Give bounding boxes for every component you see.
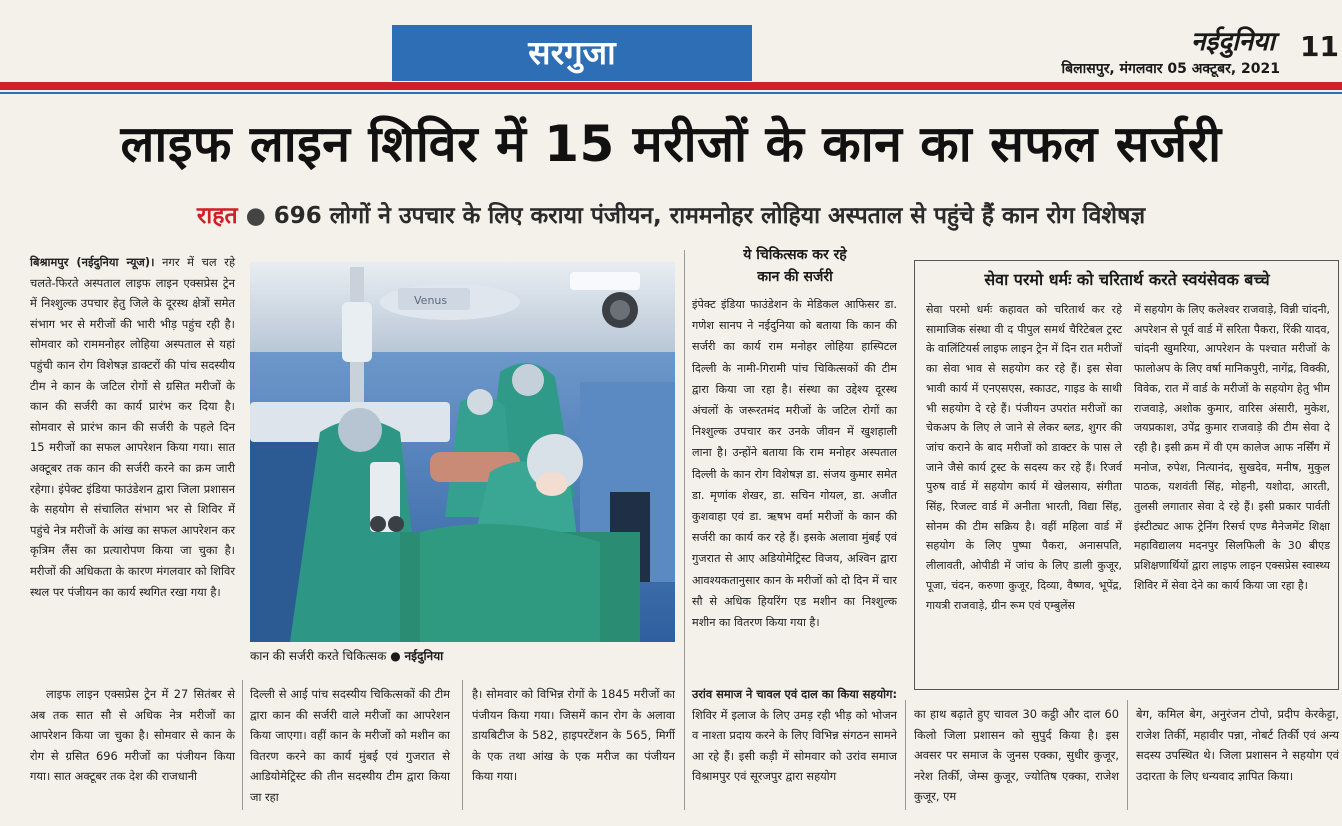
sidebar-title-line2: कान की सर्जरी: [757, 269, 833, 285]
caption-bullet: ●: [390, 649, 401, 663]
oraon-column-a: [692, 684, 897, 787]
article-body-1: नगर में चल रहे चलते-फिरते अस्पताल लाइफ लाइन एक्सप्रेस ट्रेन में निश्शुल्क उपचार हेतु जिले के दूरस्थ क्षेत्रों समेत संभाग भर से मरीजों की भारी भीड़ पहुंच रही है। सोमवार को राममनोहर लोहिया अस्पताल से यहां पहुंची कान रोग विशेषज्ञ डाक्टरों की पांच सदस्यीय टीम ने कान के जटिल रोगों से ग्रसित मरीजों के कान की सर्जरी का कार्य प्रारंभ कर दिया है। सोमवार से प्रारंभ कान की सर्जरी के पहले दिन 15 मरीजों का सफल आपरेशन किया गया। सात अक्टूबर तक कान की सर्जरी करने का क्रम जारी रहेगा। इंपेक्ट इंडिया फाउंडेशन द्वारा जिला प्रशासन के सहयोग से संचालित संभाग भर से शिविर में पहुंचे नेत्र मरीजों के आंख का सफल आपरेशन कर कृत्रिम लैंस का प्रत्यारोपण किया जा चुका है। मरीजों की अधिकता के कारण मंगलवार को शिविर स्थल पर पंजीयन का कार्य स्थगित रखा गया है।: [30, 255, 236, 599]
photo-caption: [250, 645, 675, 667]
lamp-brand-label: Venus: [414, 294, 448, 307]
volunteer-column-right: में सहयोग के लिए कलेश्वर राजवाड़े, विन्नी चांदनी, अपरेशन से पूर्व वार्ड में सरिता पैकरा, रिंकी यादव, चांदनी खुमरिया, आपरेशन के पश्चात मरीजों के फालोअप के लिए वर्षा मानिकपुरी, नागेंद्र, विक्की, विवेक, रात में वार्ड के मरीजों के सहयोग हेतु भीम राजवाड़े, अशोक कुमार, वारिस अंसारी, मुकेश, जयप्रकाश, उपेंद्र कुमार राजवाड़े की टीम सेवा दे रही है। इसी क्रम में वी एम कालेज आफ नर्सिंग में मनोज, रुपेश, नित्यानंद, सुखदेव, मनीष, मुकुल पाठक, यशवंती सिंह, मोहनी, यशोदा, आरती, तुलसी लगातार सेवा दे रहे हैं। इसी प्रकार पार्वती इंस्टीट्यट आफ ट्रेनिंग रिसर्च एण्ड मैनेजमेंट शिक्षा महाविद्यालय मदनपुर सिलफिली के 30 बीएड प्रशिक्षणार्थियों द्वारा लाइफ लाइन एक्सप्रेस स्वास्थ्य शिविर में सेवा देने का कार्य किया जा रहा है।: [1134, 303, 1330, 592]
sidebar-title-line1: ये चिकित्सक कर रहे: [743, 247, 847, 263]
volunteer-column-left: सेवा परमो धर्मः कहावत को चरितार्थ कर रहे सामाजिक संस्था वी द पीपुल समर्थ चैरिटेबल ट्रस्ट के वालिंटियर्स लाइफ लाइन ट्रेन में दिन रात मरीजों का सेवा भाव से सहयोग कर रहे हैं। इस सेवा भावी कार्य में एनएसएस, स्काउट, गाइड के साथी भी सहयोग दे रहे हैं। पंजीयन उपरांत मरीजों का चेकअप के लिए ले जाने से लेकर ब्लड, शुगर की जांच कराने के बाद मरीजों को डाक्टर के पास ले जाने जैसे कार्य ट्रस्ट के सदस्य कर रहे हैं। रिजर्व पुरुष वार्ड में सहयोग कार्य में खेलसाय, संगीता सिंह, रिजल्ट वार्ड में अनीता भारती, विद्या सिंह, सोनम की टीम सक्रिय है। वहीं महिला वार्ड में सहयोग के लिए पुष्पा पैकरा, अनासपति, लीलावती, ओपीडी में जांच के लिए डाली कुजूर, पूजा, चंदन, करुणा कुजूर, दिव्या, वैष्णव, भूपेंद्र, गायत्री राजवाड़े, ग्रीन रूम एवं एम्बुलेंस: [926, 303, 1122, 612]
caption-text: कान की सर्जरी करते चिकित्सक: [250, 649, 387, 663]
article-column-3: है। सोमवार को विभिन्न रोगों के 1845 मरीजों का पंजीयन किया गया। जिसमें कान रोग के अलावा डायबिटीज के 582, हाइपरटेंशन के 565, मिर्गी के एक तथा आंख के एक मरीज का पंजीयन किया गया।: [472, 687, 675, 784]
news-dateline: बिश्रामपुर (नईदुनिया न्यूज)।: [30, 255, 155, 269]
subheadline: [0, 198, 1342, 230]
column-rule: [1127, 700, 1128, 810]
oraon-lead: उरांव समाज ने चावल एवं दाल का किया सहयोग:: [692, 687, 897, 701]
main-headline: लाइफ लाइन शिविर में 15 मरीजों के कान का सफल सर्जरी: [120, 115, 1222, 173]
sidebar-title: [690, 244, 900, 288]
column-rule: [242, 680, 243, 810]
column-rule: [905, 700, 906, 810]
article-column-1b: लाइफ लाइन एक्सप्रेस ट्रेन में 27 सितंबर से अब तक सात सौ से अधिक नेत्र मरीजों का आपरेशन किया जा चुका है। सोमवार से कान के रोग से ग्रसित 696 मरीजों का पंजीयन किया गया। सात अक्टूबर तक देश की राजधानी: [30, 687, 235, 784]
sidebar-body: इंपेक्ट इंडिया फाउंडेशन के मेडिकल आफिसर डा. गणेश सानप ने नईदुनिया को बताया कि कान की सर्जरी का कार्य राम मनोहर लोहिया हास्पिटल दिल्ली के नामी-गिरामी पांच चिकित्सकों की टीम द्वारा किया जा रहा है। संस्था का उद्देश्य दूरस्थ अंचलों के जरूरतमंद मरीजों के जटिल रोगों का निश्शुल्क उपचार कर उनके जीवन में खुशहाली लाना है। उन्होंने बताया कि राम मनोहर अस्पताल दिल्ली के कान रोग विशेषज्ञ डा. संजय कुमार समेत डा. मृणांक शेखर, डा. सचिन गोयल, डा. अजीत कुशवाहा एवं डा. ऋषभ वर्मा मरीजों के कान की सर्जरी का कार्य कर रहे हैं। इसके अलावा मुंबई एवं गुजरात से आए अडियोमेट्रिस्ट विजय, अश्विन द्वारा आवश्यकतानुसार कान के मरीजों को दो दिन में चार सौ से अधिक हियरिंग एड मशीन का निश्शुल्क मशीन का वितरण किया गया है।: [692, 298, 897, 630]
column-rule: [684, 250, 685, 810]
header-thin-divider: [0, 92, 1342, 94]
surgery-photo: [250, 262, 675, 642]
subhead-bullet: ●: [245, 203, 266, 229]
volunteer-box-title: सेवा परमो धर्मः को चरितार्थ करते स्वयंसेवक बच्चे: [984, 270, 1270, 289]
dateline: बिलासपुर, मंगलवार 05 अक्टूबर, 2021: [1061, 61, 1280, 77]
column-rule: [462, 680, 463, 810]
page-number: 11: [1300, 30, 1339, 63]
newspaper-logo: नईदुनिया: [1191, 27, 1275, 57]
subhead-text: 696 लोगों ने उपचार के लिए कराया पंजीयन, राममनोहर लोहिया अस्पताल से पहुंचे हैं कान रोग विशेषज्ञ: [273, 203, 1146, 229]
article-column-2: दिल्ली से आई पांच सदस्यीय चिकित्सकों की टीम द्वारा कान की सर्जरी वाले मरीजों का आपरेशन किया जाएगा। वहीं कान के मरीजों को मशीन का वितरण करने का कार्य मुंबई एवं गुजरात से आडियोमेट्रिस्ट की तीन सदस्यीय टीम द्वारा किया जा रहा: [250, 687, 450, 804]
oraon-column-c: बेग, कमिल बेग, अनुरंजन टोपो, प्रदीप केरकेट्टा, राजेश तिर्की, महावीर पन्ना, नोबर्ट तिर्की एवं अन्य सदस्य उपस्थित थे। जिला प्रशासन ने सहयोग एवं उदारता के लिए धन्यवाद ज्ञापित किया।: [1136, 707, 1339, 783]
article-column-1: [30, 252, 235, 602]
header-divider: [0, 82, 1342, 90]
oraon-column-b: का हाथ बढ़ाते हुए चावल 30 कट्ठी और दाल 60 किलो जिला प्रशासन को सुपुर्द किया है। इस अवसर पर समाज के जुनस एक्का, सुधीर कुजूर, नरेश तिर्की, जेम्स कुजूर, ज्योतिष एक्का, राजेश कुजूर, एम: [914, 707, 1119, 804]
photo-credit: नईदुनिया: [404, 649, 444, 663]
subhead-kicker: राहत: [196, 203, 238, 229]
section-label: सरगुजा: [392, 25, 752, 81]
oraon-body: शिविर में इलाज के लिए उमड़ रही भीड़ को भोजन व नाश्ता प्रदाय करने के लिए विभिन्न संगठन सामने आ रहे हैं। इसी कड़ी में सोमवार को उरांव समाज विश्रामपुर एवं सूरजपुर द्वारा सहयोग: [692, 707, 897, 784]
